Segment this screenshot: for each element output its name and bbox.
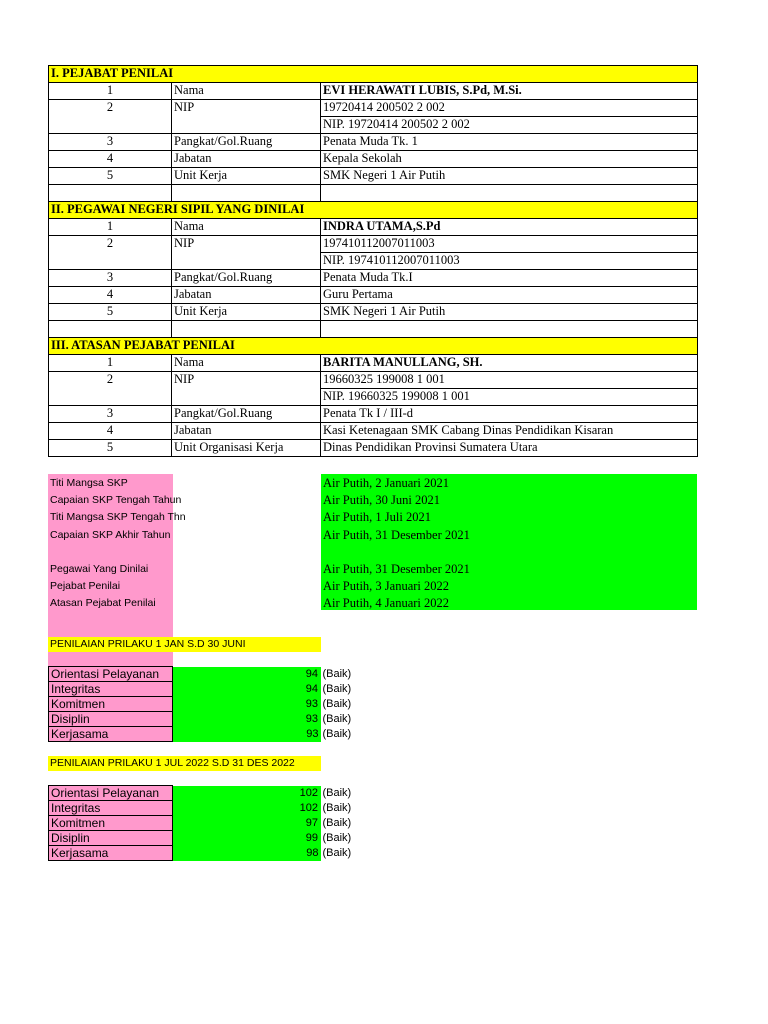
- skp-label: Pejabat Penilai: [50, 580, 121, 592]
- behavior-row: [49, 801, 385, 816]
- behavior-predicate: (Baik): [322, 832, 352, 844]
- behavior-row: [49, 682, 385, 697]
- field-value: BARITA MANULLANG, SH.: [321, 355, 698, 372]
- behavior-period-title: PENILAIAN PRILAKU 1 JUL 2022 S.D 31 DES 2022: [48, 756, 321, 771]
- field-label: NIP: [172, 236, 321, 253]
- section-title: III. ATASAN PEJABAT PENILAI: [49, 338, 698, 355]
- section-header-row: [49, 202, 698, 219]
- row-number: 1: [49, 83, 172, 100]
- field-value-formatted: NIP. 197410112007011003: [321, 253, 698, 270]
- behavior-aspect: Disiplin: [49, 712, 173, 727]
- behavior-score-table: [48, 785, 385, 861]
- behavior-score: 93: [173, 697, 321, 712]
- row-number: 4: [49, 423, 172, 440]
- field-row: [49, 151, 698, 168]
- skp-date-value: Air Putih, 31 Desember 2021: [323, 562, 470, 576]
- skp-label: Capaian SKP Akhir Tahun: [50, 529, 171, 541]
- empty-cell: [172, 117, 321, 134]
- behavior-aspect: Orientasi Pelayanan: [49, 786, 173, 801]
- empty-cell: [49, 321, 172, 338]
- field-value: Kasi Ketenagaan SMK Cabang Dinas Pendidikan Kisaran: [321, 423, 698, 440]
- skp-date-value: Air Putih, 2 Januari 2021: [323, 476, 450, 490]
- empty-cell: [172, 185, 321, 202]
- field-row: [49, 134, 698, 151]
- behavior-row: [49, 727, 385, 742]
- field-label: Pangkat/Gol.Ruang: [172, 134, 321, 151]
- behavior-predicate: (Baik): [322, 668, 352, 680]
- field-row-cont: [49, 389, 698, 406]
- behavior-predicate: (Baik): [322, 847, 352, 859]
- behavior-aspect: Integritas: [49, 801, 173, 816]
- behavior-predicate: (Baik): [322, 802, 352, 814]
- field-row-cont: [49, 253, 698, 270]
- behavior-score: 93: [173, 712, 321, 727]
- field-value: INDRA UTAMA,S.Pd: [321, 219, 698, 236]
- field-row: [49, 304, 698, 321]
- behavior-row: [49, 831, 385, 846]
- empty-cell: [172, 253, 321, 270]
- row-number: 2: [49, 236, 172, 253]
- behavior-aspect: Disiplin: [49, 831, 173, 846]
- behavior-score: 99: [173, 831, 321, 846]
- field-label: Nama: [172, 355, 321, 372]
- field-row: [49, 287, 698, 304]
- field-label: NIP: [172, 100, 321, 117]
- field-label: Pangkat/Gol.Ruang: [172, 406, 321, 423]
- field-label: Jabatan: [172, 151, 321, 168]
- empty-cell: [321, 321, 698, 338]
- behavior-predicate: (Baik): [322, 817, 352, 829]
- field-value: Penata Tk I / III-d: [321, 406, 698, 423]
- skp-label: Pegawai Yang Dinilai: [50, 563, 149, 575]
- field-value: Guru Pertama: [321, 287, 698, 304]
- behavior-predicate: (Baik): [322, 698, 352, 710]
- spacer-row: [49, 185, 698, 202]
- behavior-row: [49, 712, 385, 727]
- row-number: 3: [49, 270, 172, 287]
- row-number: 2: [49, 372, 172, 389]
- field-row-cont: [49, 117, 698, 134]
- field-value: Penata Muda Tk. 1: [321, 134, 698, 151]
- behavior-score-table: [48, 666, 385, 742]
- field-label: Unit Kerja: [172, 304, 321, 321]
- row-number: 4: [49, 287, 172, 304]
- field-label: Jabatan: [172, 287, 321, 304]
- field-value: 19720414 200502 2 002: [321, 100, 698, 117]
- behavior-predicate: (Baik): [322, 683, 352, 695]
- field-row: [49, 219, 698, 236]
- behavior-row: [49, 846, 385, 861]
- field-label: Unit Organisasi Kerja: [172, 440, 321, 457]
- field-value-formatted: NIP. 19720414 200502 2 002: [321, 117, 698, 134]
- skp-date-value: Air Putih, 1 Juli 2021: [323, 510, 431, 524]
- behavior-predicate: (Baik): [322, 728, 352, 740]
- behavior-score: 102: [173, 801, 321, 816]
- behavior-row: [49, 667, 385, 682]
- row-number: 1: [49, 219, 172, 236]
- field-row: [49, 100, 698, 117]
- field-row: [49, 355, 698, 372]
- row-number: 5: [49, 304, 172, 321]
- behavior-aspect: Komitmen: [49, 816, 173, 831]
- empty-cell: [49, 389, 172, 406]
- empty-cell: [172, 389, 321, 406]
- row-number: 1: [49, 355, 172, 372]
- skp-label: Titi Mangsa SKP Tengah Thn: [50, 511, 186, 523]
- behavior-row: [49, 786, 385, 801]
- spacer-row: [49, 321, 698, 338]
- skp-date-value: Air Putih, 3 Januari 2022: [323, 579, 450, 593]
- empty-cell: [172, 321, 321, 338]
- field-row: [49, 168, 698, 185]
- empty-cell: [49, 185, 172, 202]
- field-label: Unit Kerja: [172, 168, 321, 185]
- behavior-score: 93: [173, 727, 321, 742]
- field-value: 197410112007011003: [321, 236, 698, 253]
- skp-date-value: Air Putih, 30 Juni 2021: [323, 493, 441, 507]
- section-header-row: [49, 338, 698, 355]
- behavior-predicate: (Baik): [322, 787, 352, 799]
- row-number: 3: [49, 406, 172, 423]
- field-label: Jabatan: [172, 423, 321, 440]
- field-row: [49, 406, 698, 423]
- skp-date-value: Air Putih, 31 Desember 2021: [323, 528, 470, 542]
- behavior-aspect: Orientasi Pelayanan: [49, 667, 173, 682]
- field-row: [49, 440, 698, 457]
- field-value: 19660325 199008 1 001: [321, 372, 698, 389]
- field-row: [49, 372, 698, 389]
- behavior-predicate: (Baik): [322, 713, 352, 725]
- behavior-score: 94: [173, 682, 321, 697]
- row-number: 2: [49, 100, 172, 117]
- field-value: SMK Negeri 1 Air Putih: [321, 168, 698, 185]
- field-row: [49, 236, 698, 253]
- behavior-score: 102: [173, 786, 321, 801]
- skp-date-value: [321, 544, 323, 561]
- behavior-aspect: Integritas: [49, 682, 173, 697]
- row-number: 5: [49, 168, 172, 185]
- field-value: SMK Negeri 1 Air Putih: [321, 304, 698, 321]
- skp-label: Capaian SKP Tengah Tahun: [50, 494, 182, 506]
- field-value: EVI HERAWATI LUBIS, S.Pd, M.Si.: [321, 83, 698, 100]
- skp-date-value: Air Putih, 4 Januari 2022: [323, 596, 450, 610]
- field-label: Pangkat/Gol.Ruang: [172, 270, 321, 287]
- field-label: NIP: [172, 372, 321, 389]
- behavior-score: 94: [173, 667, 321, 682]
- row-number: 5: [49, 440, 172, 457]
- identity-table: [48, 65, 698, 457]
- skp-label: [48, 544, 50, 561]
- field-value-formatted: NIP. 19660325 199008 1 001: [321, 389, 698, 406]
- field-row: [49, 423, 698, 440]
- field-row: [49, 83, 698, 100]
- field-row: [49, 270, 698, 287]
- behavior-aspect: Kerjasama: [49, 846, 173, 861]
- skp-label: Titi Mangsa SKP: [50, 477, 128, 489]
- row-number: 3: [49, 134, 172, 151]
- behavior-period-title: PENILAIAN PRILAKU 1 JAN S.D 30 JUNI: [48, 637, 321, 652]
- behavior-score: 98: [173, 846, 321, 861]
- field-label: Nama: [172, 83, 321, 100]
- empty-cell: [49, 117, 172, 134]
- empty-cell: [321, 185, 698, 202]
- empty-cell: [49, 253, 172, 270]
- field-value: Penata Muda Tk.I: [321, 270, 698, 287]
- skp-label: Atasan Pejabat Penilai: [50, 597, 156, 609]
- row-number: 4: [49, 151, 172, 168]
- field-label: Nama: [172, 219, 321, 236]
- section-title: I. PEJABAT PENILAI: [49, 66, 698, 83]
- behavior-aspect: Komitmen: [49, 697, 173, 712]
- behavior-row: [49, 816, 385, 831]
- behavior-aspect: Kerjasama: [49, 727, 173, 742]
- section-title: II. PEGAWAI NEGERI SIPIL YANG DINILAI: [49, 202, 698, 219]
- section-header-row: [49, 66, 698, 83]
- field-value: Dinas Pendidikan Provinsi Sumatera Utara: [321, 440, 698, 457]
- field-value: Kepala Sekolah: [321, 151, 698, 168]
- behavior-row: [49, 697, 385, 712]
- behavior-score: 97: [173, 816, 321, 831]
